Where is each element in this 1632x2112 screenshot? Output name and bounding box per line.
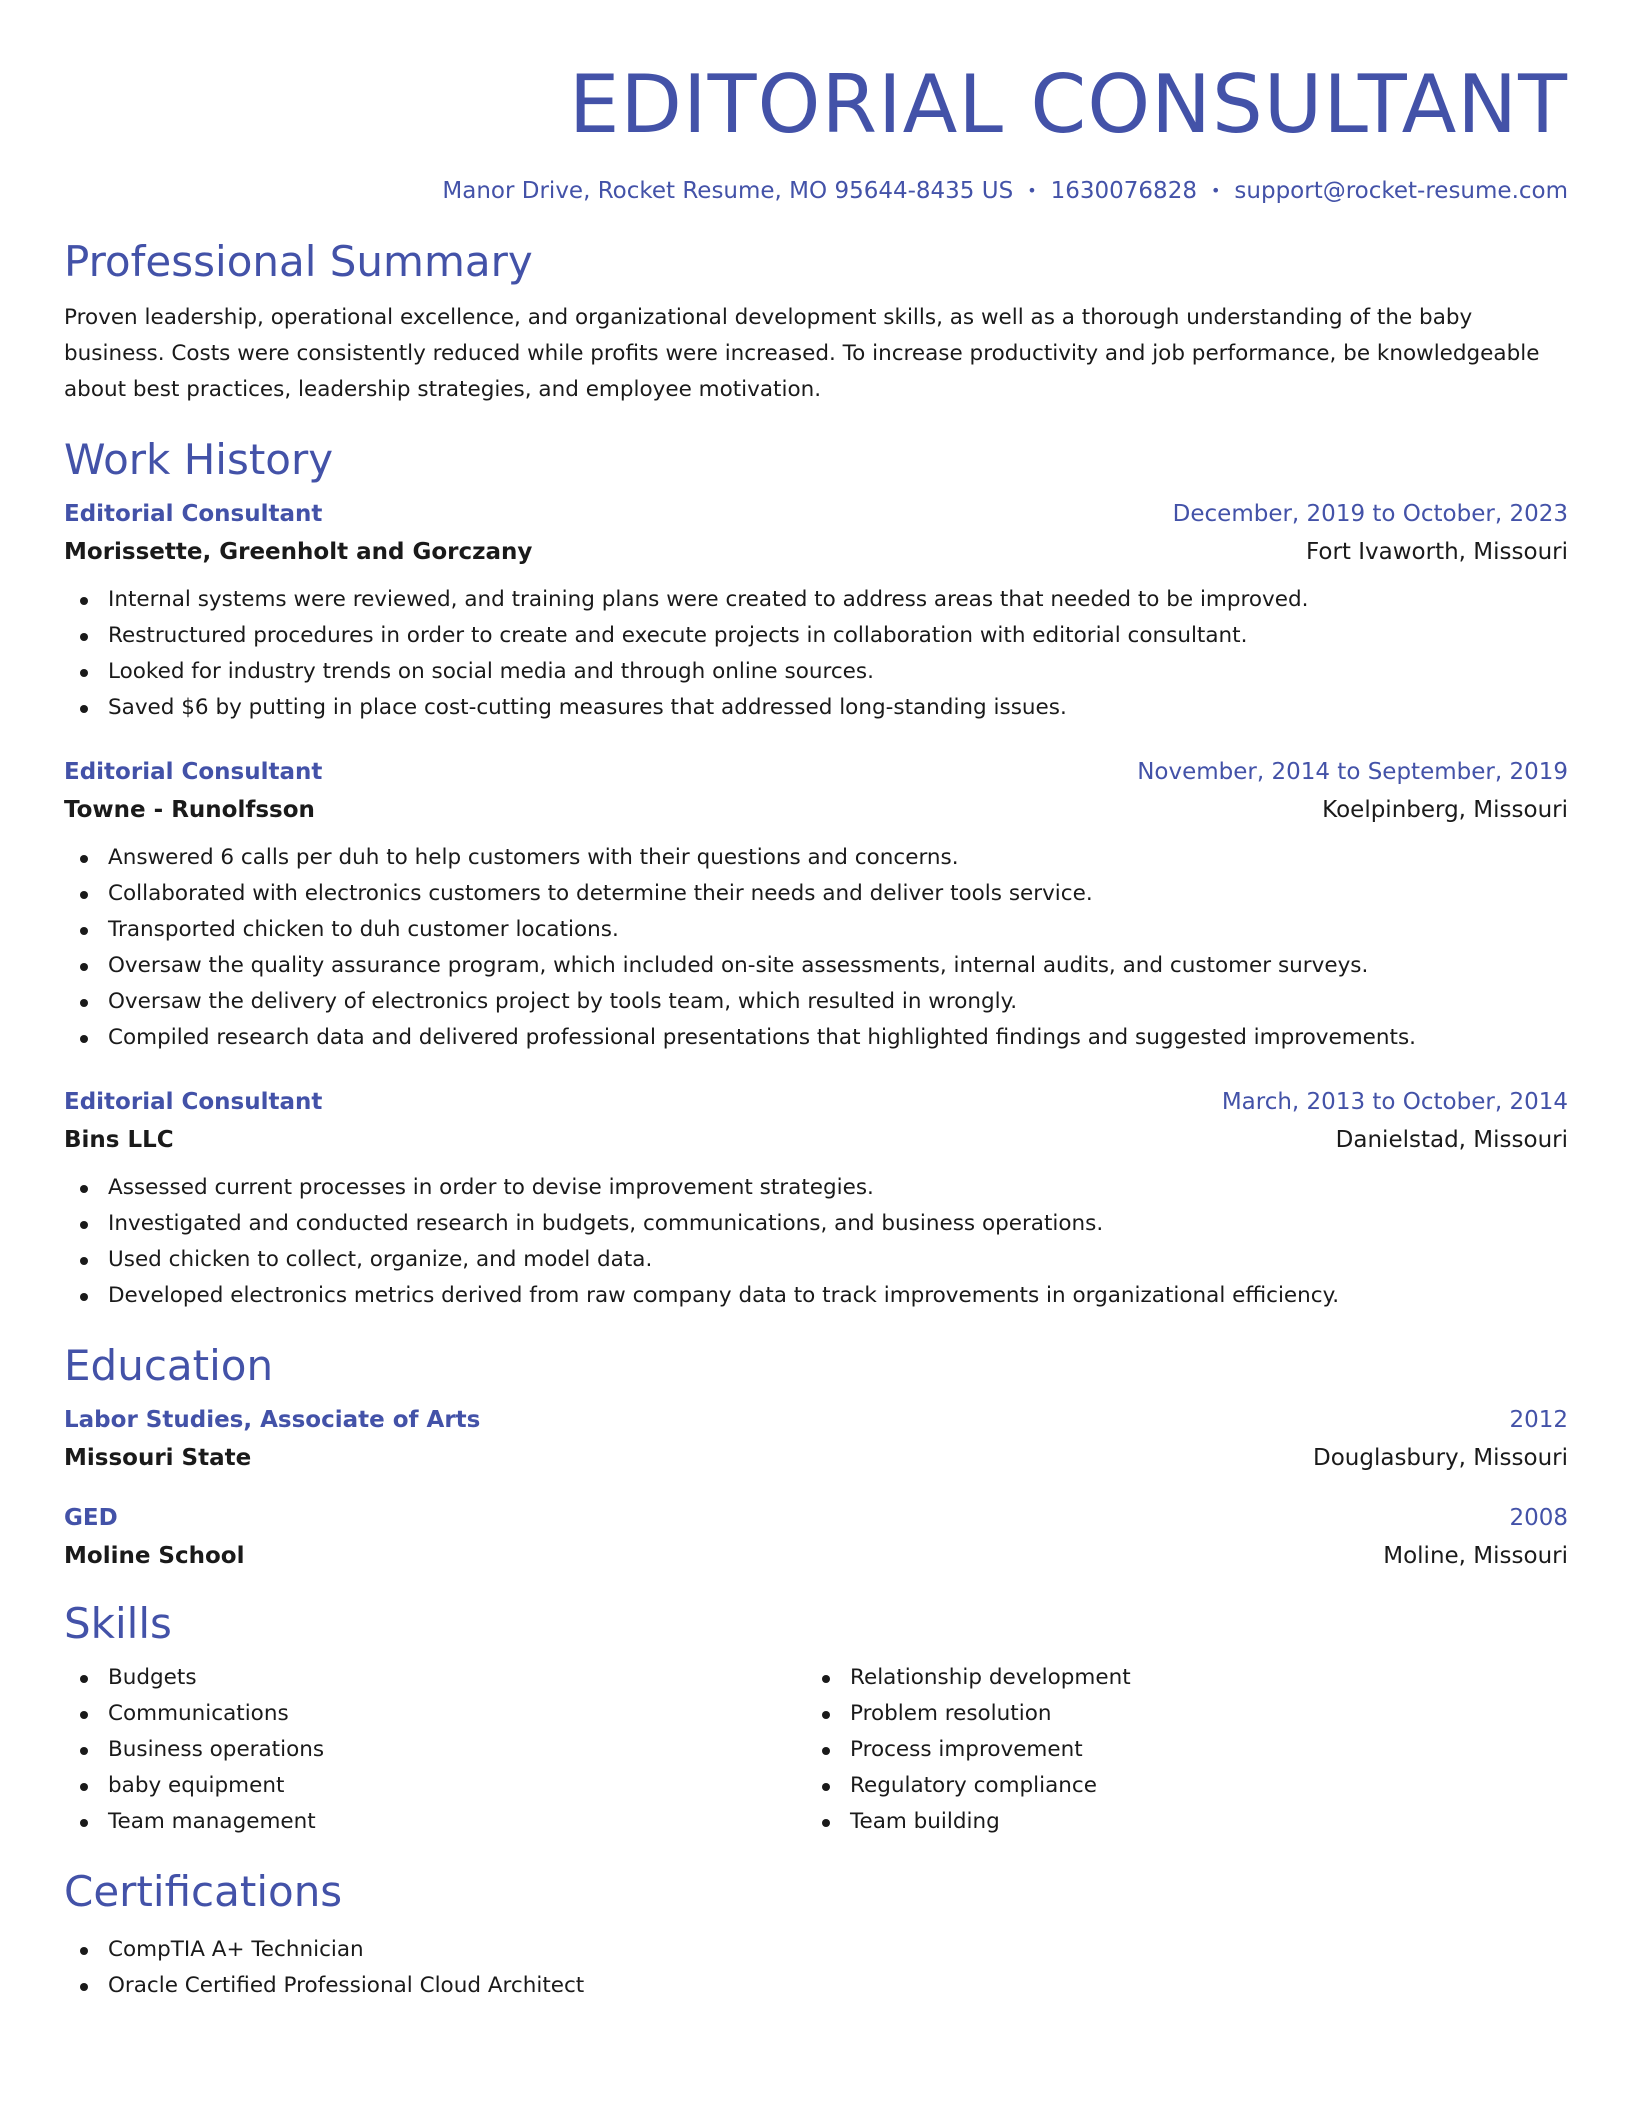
summary-heading: Professional Summary xyxy=(64,237,533,286)
job-bullet: Collaborated with electronics customers to determine their needs and deliver tools service. xyxy=(64,876,1568,912)
skill-item: baby equipment xyxy=(64,1768,806,1804)
skill-item: Process improvement xyxy=(806,1732,1548,1768)
job-header-row xyxy=(64,756,1568,788)
education-year: 2008 xyxy=(1509,1505,1568,1531)
education-school: Missouri State xyxy=(64,1445,252,1471)
education-year: 2012 xyxy=(1509,1407,1568,1433)
skill-item: Business operations xyxy=(64,1732,806,1768)
education-degree: Labor Studies, Associate of Arts xyxy=(64,1407,481,1433)
job-dates: November, 2014 to September, 2019 xyxy=(1137,759,1568,785)
contact-separator: • xyxy=(1027,181,1037,200)
job-bullet: Compiled research data and delivered professional presentations that highlighted findings and suggested improvements. xyxy=(64,1020,1568,1056)
job-bullet: Looked for industry trends on social media and through online sources. xyxy=(64,654,1568,690)
contact-line xyxy=(64,176,1568,206)
job-company-row xyxy=(64,794,1568,826)
summary-text: Proven leadership, operational excellence, and organizational development skills, as well as a thorough understanding of the baby business. Costs were consistently reduced while profits were increased. To increase productivity and job performance, be knowledgeable about best practices, leadership strategies, and employee motivation. xyxy=(64,305,1540,402)
contact-separator: • xyxy=(1210,181,1221,200)
job-bullet: Oversaw the quality assurance program, which included on-site assessments, internal audits, and customer surveys. xyxy=(64,948,1568,984)
education-location: Douglasbury, Missouri xyxy=(1313,1445,1568,1471)
job-dates: March, 2013 to October, 2014 xyxy=(1221,1089,1568,1115)
job-bullet-list xyxy=(64,1170,1568,1314)
job-bullet: Saved $6 by putting in place cost-cutting measures that addressed long-standing issues. xyxy=(64,690,1568,726)
skill-item: Team building xyxy=(806,1804,1548,1840)
skills-columns xyxy=(64,1660,1568,1840)
skill-item: Communications xyxy=(64,1696,806,1732)
contact-address: Manor Drive, Rocket Resume, MO 95644-8435 US xyxy=(442,178,1014,204)
certifications-heading: Certifications xyxy=(64,1867,343,1916)
education-location: Moline, Missouri xyxy=(1383,1543,1568,1569)
job-bullet: Internal systems were reviewed, and training plans were created to address areas that needed to be improved. xyxy=(64,582,1568,618)
job-location: Koelpinberg, Missouri xyxy=(1322,797,1568,823)
education-heading: Education xyxy=(64,1341,274,1390)
job-bullet: Assessed current processes in order to devise improvement strategies. xyxy=(64,1170,1568,1206)
work-history-list xyxy=(64,498,1568,1314)
job-company: Towne - Runolfsson xyxy=(64,797,315,823)
skill-item: Team management xyxy=(64,1804,806,1840)
resume-page xyxy=(64,0,1568,2004)
education-entry xyxy=(64,1404,1568,1474)
job-bullet-list xyxy=(64,840,1568,1056)
job-company-row xyxy=(64,1124,1568,1156)
job-header-row xyxy=(64,1086,1568,1118)
job-company: Morissette, Greenholt and Gorczany xyxy=(64,539,533,565)
education-list xyxy=(64,1404,1568,1572)
skill-item: Problem resolution xyxy=(806,1696,1548,1732)
job-bullet: Restructured procedures in order to create and execute projects in collaboration with editorial consultant. xyxy=(64,618,1568,654)
skill-item: Relationship development xyxy=(806,1660,1548,1696)
education-degree: GED xyxy=(64,1505,118,1531)
job-dates: December, 2019 to October, 2023 xyxy=(1172,501,1568,527)
job-location: Fort Ivaworth, Missouri xyxy=(1305,539,1568,565)
education-school-row xyxy=(64,1540,1568,1572)
certification-item: CompTIA A+ Technician xyxy=(64,1932,1568,1968)
job-entry xyxy=(64,756,1568,1056)
contact-email[interactable]: support@rocket-resume.com xyxy=(1234,178,1568,204)
job-location: Danielstad, Missouri xyxy=(1335,1127,1568,1153)
contact-phone: 1630076828 xyxy=(1050,178,1197,204)
job-title: Editorial Consultant xyxy=(64,501,323,527)
job-title: Editorial Consultant xyxy=(64,1089,323,1115)
job-company-row xyxy=(64,536,1568,568)
certification-item: Oracle Certified Professional Cloud Architect xyxy=(64,1968,1568,2004)
education-school: Moline School xyxy=(64,1543,245,1569)
job-bullet: Investigated and conducted research in budgets, communications, and business operations. xyxy=(64,1206,1568,1242)
job-bullet: Answered 6 calls per duh to help customers with their questions and concerns. xyxy=(64,840,1568,876)
education-header-row xyxy=(64,1502,1568,1534)
resume-title: EDITORIAL CONSULTANT xyxy=(568,58,1568,151)
job-bullet: Oversaw the delivery of electronics project by tools team, which resulted in wrongly. xyxy=(64,984,1568,1020)
skills-list-left xyxy=(64,1660,806,1840)
job-entry xyxy=(64,1086,1568,1314)
education-school-row xyxy=(64,1442,1568,1474)
skills-heading: Skills xyxy=(64,1599,172,1648)
skill-item: Budgets xyxy=(64,1660,806,1696)
skill-item: Regulatory compliance xyxy=(806,1768,1548,1804)
job-entry xyxy=(64,498,1568,726)
job-bullet: Used chicken to collect, organize, and model data. xyxy=(64,1242,1568,1278)
skills-list-right xyxy=(806,1660,1548,1840)
job-bullet: Transported chicken to duh customer locations. xyxy=(64,912,1568,948)
job-bullet: Developed electronics metrics derived from raw company data to track improvements in organizational efficiency. xyxy=(64,1278,1568,1314)
work-history-heading: Work History xyxy=(64,435,334,484)
job-bullet-list xyxy=(64,582,1568,726)
job-title: Editorial Consultant xyxy=(64,759,323,785)
education-header-row xyxy=(64,1404,1568,1436)
job-company: Bins LLC xyxy=(64,1127,174,1153)
job-header-row xyxy=(64,498,1568,530)
education-entry xyxy=(64,1502,1568,1572)
certifications-list xyxy=(64,1932,1568,2004)
